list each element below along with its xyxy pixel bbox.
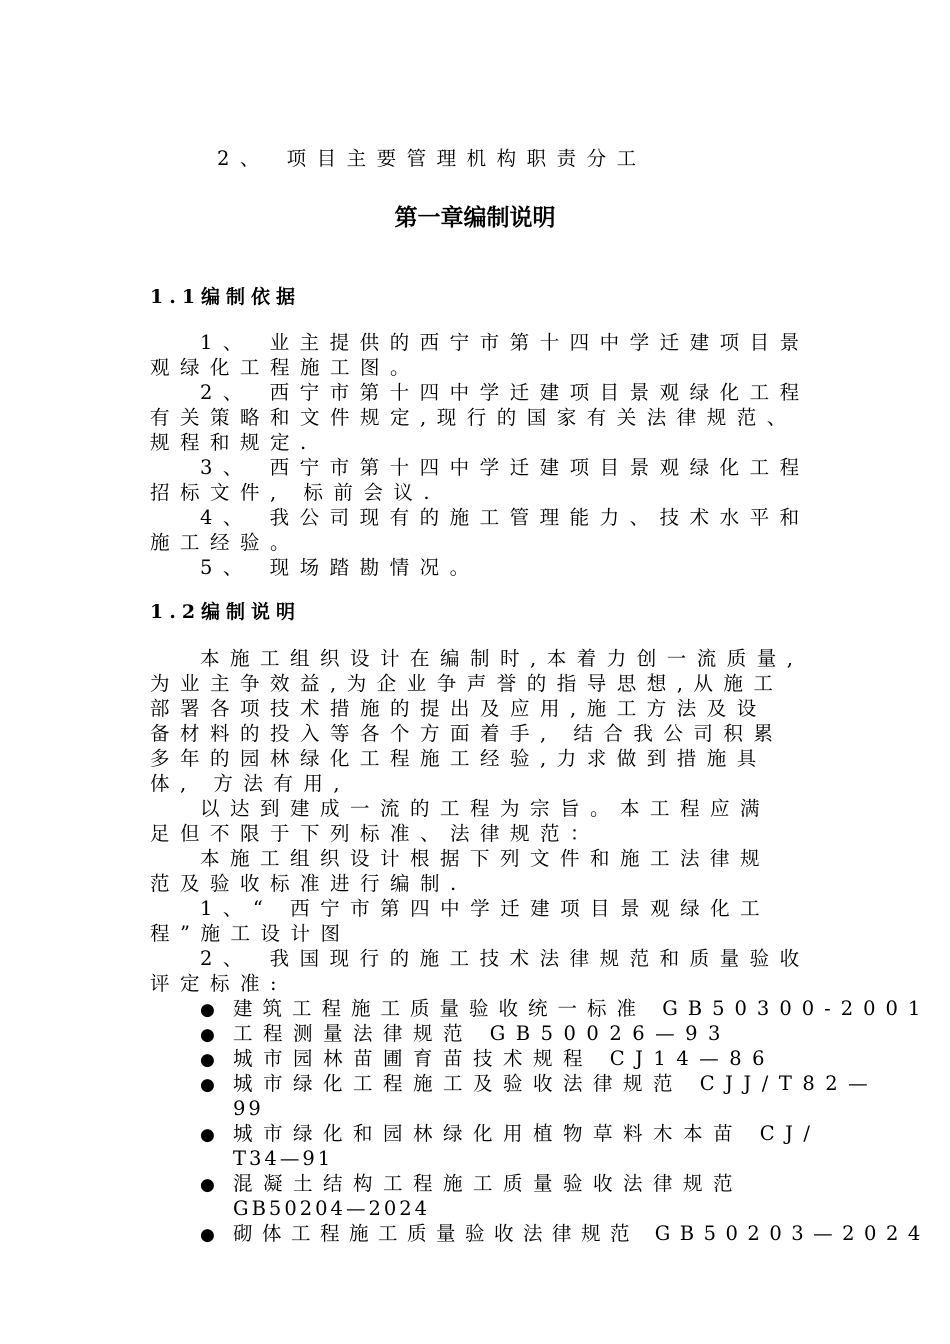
standard-text-continued: GB50204—2024 bbox=[233, 1197, 431, 1220]
standard-item bbox=[200, 1021, 731, 1048]
paragraph-line: 部署各项技术措施的提出及应用,施工方法及设 bbox=[150, 697, 767, 720]
paragraph-line: 2、 西宁市第十四中学迁建项目景观绿化工程 bbox=[200, 381, 810, 404]
paragraph-line: 本施工组织设计根据下列文件和施工法律规 bbox=[200, 847, 771, 870]
bullet-icon: ● bbox=[200, 1125, 215, 1145]
paragraph-line: 招标文件, 标前会议. bbox=[150, 481, 441, 504]
paragraph-line: 规程和规定. bbox=[150, 431, 317, 454]
standard-text: 工程测量法律规范 GB50026—93 bbox=[233, 1022, 731, 1045]
paragraph-line: 1、“ 西宁市第四中学迁建项目景观绿化工 bbox=[200, 897, 771, 920]
paragraph-line: 多年的园林绿化工程施工经验,力求做到措施具 bbox=[150, 747, 767, 770]
standard-item bbox=[200, 1221, 930, 1248]
standard-text: 建筑工程施工质量验收统一标准 GB50300-2001 bbox=[233, 997, 931, 1020]
bullet-icon: ● bbox=[200, 1025, 215, 1045]
standard-text: 城市绿化工程施工及验收法律规范 CJJ/T82— bbox=[233, 1072, 879, 1095]
paragraph-line: 4、 我公司现有的施工管理能力、技术水平和 bbox=[200, 506, 810, 529]
paragraph-line: 评定标准: bbox=[150, 972, 288, 995]
paragraph-line: 观绿化工程施工图。 bbox=[150, 356, 421, 379]
section-heading: 1.2编制说明 bbox=[150, 601, 302, 623]
paragraph-line: 有关策略和文件规定,现行的国家有关法律规范、 bbox=[150, 406, 797, 429]
standard-text-continued: 99 bbox=[233, 1097, 264, 1120]
bullet-icon: ● bbox=[200, 1075, 215, 1095]
paragraph-line: 2、 我国现行的施工技术法律规范和质量验收 bbox=[200, 947, 810, 970]
section-heading: 1.1编制依据 bbox=[150, 286, 302, 308]
standard-item bbox=[200, 1171, 743, 1198]
paragraph-line: 以达到建成一流的工程为宗旨。本工程应满 bbox=[200, 797, 771, 820]
standard-text: 城市园林苗圃育苗技术规程 CJ14—86 bbox=[233, 1047, 776, 1070]
paragraph-line: 本施工组织设计在编制时,本着力创一流质量, bbox=[200, 647, 804, 670]
paragraph-line: 施工经验。 bbox=[150, 531, 301, 554]
standard-text: 混凝土结构工程施工质量验收法律规范 bbox=[233, 1172, 744, 1195]
paragraph-line: 程”施工设计图 bbox=[150, 922, 351, 945]
paragraph-line: 3、 西宁市第十四中学迁建项目景观绿化工程 bbox=[200, 456, 810, 479]
paragraph-line: 5、 现场踏勘情况。 bbox=[200, 556, 480, 579]
paragraph-line: 范及验收标准进行编制. bbox=[150, 872, 467, 895]
standard-item bbox=[200, 1121, 821, 1148]
standard-item bbox=[200, 996, 930, 1023]
standard-item bbox=[200, 1071, 878, 1098]
paragraph-line: 1、 业主提供的西宁市第十四中学迁建项目景 bbox=[200, 331, 810, 354]
standard-item bbox=[200, 1046, 775, 1073]
paragraph-line: 体, 方法有用, bbox=[150, 772, 351, 795]
standard-text: 城市绿化和园林绿化用植物草料木本苗 CJ/ bbox=[233, 1122, 821, 1145]
chapter-title: 第一章编制说明 bbox=[394, 204, 556, 231]
paragraph-line: 备材料的投入等各个方面着手, 结合我公司积累 bbox=[150, 722, 784, 745]
bullet-icon: ● bbox=[200, 1000, 215, 1020]
standard-text: 砌体工程施工质量验收法律规范 GB50203—2024 bbox=[233, 1222, 930, 1245]
bullet-icon: ● bbox=[200, 1175, 215, 1195]
paragraph-line: 足但不限于下列标准、法律规范： bbox=[150, 822, 601, 845]
toc-line: 2、 项目主要管理机构职责分工 bbox=[217, 147, 647, 170]
bullet-icon: ● bbox=[200, 1225, 215, 1245]
standard-text-continued: T34—91 bbox=[233, 1147, 334, 1170]
bullet-icon: ● bbox=[200, 1050, 215, 1070]
paragraph-line: 为业主争效益,为企业争声誉的指导思想,从施工 bbox=[150, 672, 784, 695]
